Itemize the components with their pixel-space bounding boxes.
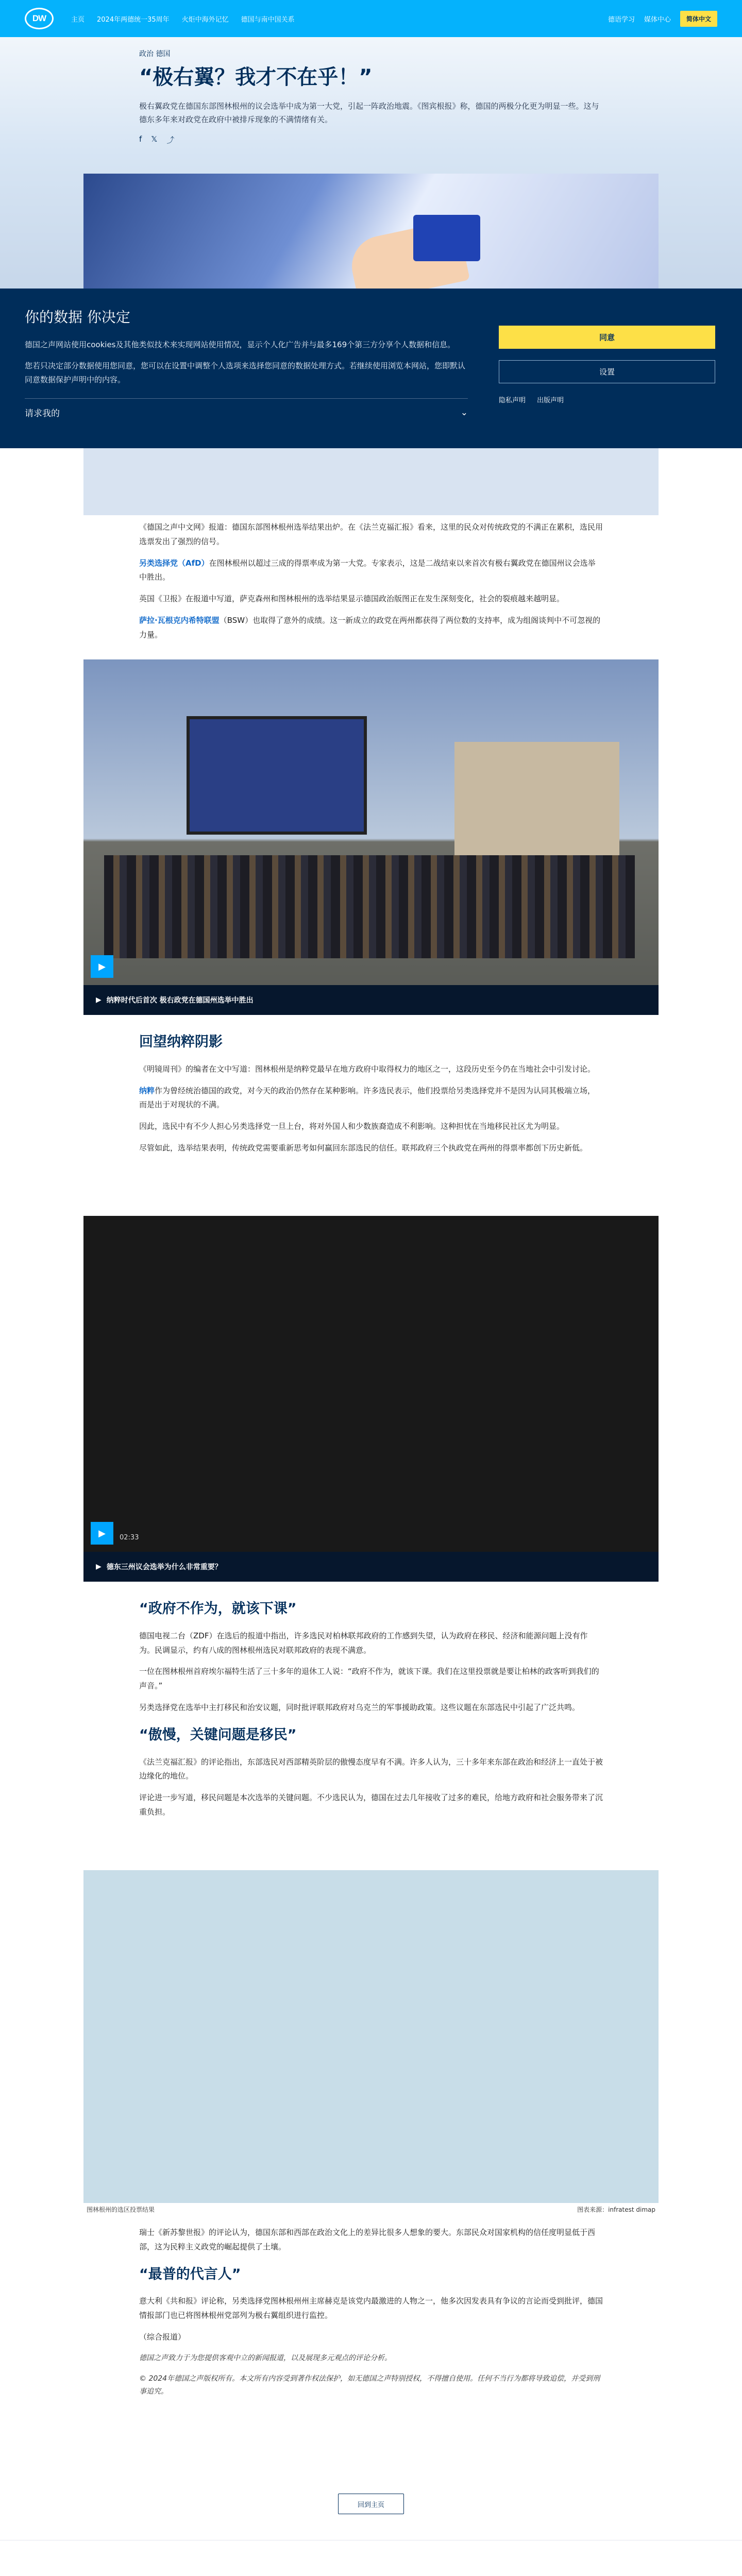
- paragraph-3: 英国《卫报》在报道中写道，萨克森州和图林根州的选举结果显示德国政治版图正在发生深刻变化，社会的裂痕越来越明显。: [139, 594, 565, 603]
- paragraph-17: 德国之声致力于为您提供客观中立的新闻报道，以及展现多元观点的评论分析。: [139, 2353, 392, 2362]
- behind-banner-area: [83, 448, 659, 515]
- top-nav: [71, 14, 295, 24]
- paragraph-15: 意大利《共和报》评论称，另类选择党图林根州州主席赫克是该党内最激进的人物之一，他多次因发表具有争议的言论而受到批评，德国情报部门也已将图林根州党部列为极右翼组织进行监控。: [139, 2296, 603, 2320]
- crowd-shape: [104, 855, 635, 958]
- cookie-text-1: 德国之声网站使用cookies及其他类似技术来实现网站使用情况，显示个人化广告并与最多169个第三方分享个人数据和信息。: [25, 340, 456, 349]
- map-credit: 图表来源：infratest dimap: [577, 2206, 655, 2213]
- share-icon[interactable]: ⤴: [166, 135, 175, 145]
- bsw-link[interactable]: 萨拉·瓦根克内希特联盟: [139, 615, 220, 625]
- top-nav-home[interactable]: 主页: [71, 15, 85, 24]
- cookie-banner: [0, 289, 742, 448]
- paragraph-9: 德国电视二台（ZDF）在选后的报道中指出，许多选民对柏林联邦政府的工作感到失望，认为政府在移民、经济和能源问题上没有作为。民调显示，约有八成的图林根州选民对联邦政府的表现不满意。: [139, 1631, 588, 1655]
- learn-german-link[interactable]: 德语学习: [608, 15, 635, 24]
- copyright-note: © 2024年德国之声版权所有。本文所有内容受到著作权法保护，如无德国之声特别授权，不得擅自使用。任何不当行为都将导致追偿，并受到刑事追究。: [139, 2374, 600, 2396]
- x-icon[interactable]: 𝕏: [151, 134, 158, 144]
- top-nav-item-1[interactable]: 2024年两德统一35周年: [97, 15, 170, 24]
- ballot-box-shape: [413, 215, 480, 261]
- facebook-icon[interactable]: f: [139, 134, 142, 144]
- accept-button[interactable]: 同意: [499, 326, 715, 349]
- top-bar: [0, 0, 742, 37]
- paragraph-7: 因此，选民中有不少人担心另类选择党一旦上台，将对外国人和少数族裔造成不利影响。这种担忧在当地移民社区尤为明显。: [139, 1122, 565, 1131]
- article-body-lower: [139, 1596, 603, 1820]
- imprint-link[interactable]: 出版声明: [537, 397, 564, 404]
- paragraph-1: 《德国之声中文网》报道：德国东部图林根州选举结果出炉。在《法兰克福汇报》看来，这里的民众对传统政党的不满正在累积，选民用选票发出了强烈的信号。: [139, 522, 603, 546]
- paragraph-4-text: （BSW）也取得了意外的成绩。这一新成立的政党在两州都获得了两位数的支持率，成为组阁谈判中不可忽视的力量。: [139, 615, 601, 639]
- afd-link[interactable]: 另类选择党（AfD）: [139, 558, 209, 568]
- paragraph-2-text: 在图林根州以超过三成的得票率成为第一大党。专家表示，这是二战结束以来首次有极右翼政党在德国州议会选举中胜出。: [139, 558, 596, 582]
- video-1-caption-bar: [83, 985, 659, 1015]
- language-button[interactable]: 简体中文: [680, 11, 717, 27]
- building-shape: [454, 742, 619, 871]
- cookie-settings-row[interactable]: [25, 398, 468, 419]
- video-1-frame[interactable]: [83, 659, 659, 985]
- top-right-links: [608, 11, 717, 27]
- paragraph-16: （综合报道）: [139, 2332, 186, 2342]
- paragraph-2: [139, 556, 603, 585]
- map-caption-row: [83, 2203, 659, 2214]
- media-center-link[interactable]: 媒体中心: [644, 15, 671, 24]
- paragraph-6-text: 作为曾经统治德国的政党，对今天的政治仍然存在某种影响。许多选民表示，他们投票给另类选择党并不是因为认同其极端立场，而是出于对现状的不满。: [139, 1086, 596, 1110]
- dw-logo[interactable]: DW: [25, 8, 54, 29]
- paragraph-14: 瑞士《新苏黎世报》的评论认为，德国东部和西部在政治文化上的差异比很多人想象的要大。东部民众对国家机构的信任度明显低于西部，这为民粹主义政党的崛起提供了土壤。: [139, 2228, 596, 2251]
- video-2-duration: 02:33: [120, 1534, 139, 1541]
- share-icons: [139, 134, 603, 145]
- video-1-caption[interactable]: 纳粹时代后首次 极右政党在德国州选举中胜出: [106, 996, 254, 1005]
- article-body-mid: [139, 1029, 603, 1156]
- video-icon: ▶: [96, 996, 102, 1004]
- paragraph-11: 另类选择党在选举中主打移民和治安议题，同时批评联邦政府对乌克兰的军事援助政策。这些议题在东部选民中引起了广泛共鸣。: [139, 1702, 580, 1712]
- back-home-button[interactable]: 回到主页: [338, 2494, 404, 2514]
- paragraph-6: [139, 1084, 603, 1113]
- cookie-title: 你的数据 你决定: [25, 309, 130, 326]
- article-lead: 极右翼政党在德国东部图林根州的议会选举中成为第一大党，引起一阵政治地震。《图宾根报》称，德国的两极分化更为明显一些。这与德东多年来对政党在政府中被排斥现象的不满情绪有关。: [139, 101, 599, 125]
- subheading-4: “最普的代言人”: [139, 2266, 241, 2282]
- video-2-frame[interactable]: [83, 1216, 659, 1552]
- article-body-end: [139, 2226, 603, 2399]
- article-hero: [0, 37, 742, 289]
- article-kicker[interactable]: 政治 德国: [139, 50, 171, 58]
- subheading-2: “政府不作为，就该下课”: [139, 1601, 297, 1617]
- video-2-caption[interactable]: 德东三州议会选举为什么非常重要？: [106, 1563, 222, 1571]
- cookie-settings-label: 请求我的: [25, 409, 60, 419]
- election-map: [83, 1870, 659, 2203]
- video-2-caption-bar: [83, 1552, 659, 1582]
- nazi-link[interactable]: 纳粹: [139, 1086, 155, 1095]
- article-title: “极右翼？我才不在乎！”: [139, 65, 373, 89]
- chevron-down-icon: ⌄: [460, 407, 468, 418]
- video-1: [83, 659, 659, 1015]
- privacy-link[interactable]: 隐私声明: [499, 397, 526, 404]
- top-nav-item-2[interactable]: 火炬中海外记忆: [181, 15, 229, 24]
- subheading-3: “傲慢，关键问题是移民”: [139, 1726, 297, 1743]
- cookie-text-2: 您若只决定部分数据使用您同意，您可以在设置中调整个人选项来选择您同意的数据处理方式。若继续使用浏览本网站，您即默认同意数据保护声明中的内容。: [25, 361, 466, 384]
- paragraph-5: 《明镜周刊》的编者在文中写道：图林根州是纳粹党最早在地方政府中取得权力的地区之一，这段历史至今仍在当地社会中引发讨论。: [139, 1064, 596, 1074]
- hero-image: [83, 174, 659, 289]
- subheading-1: 回望纳粹阴影: [139, 1034, 223, 1050]
- play-icon[interactable]: ▶: [91, 955, 113, 978]
- paragraph-10: 一位在图林根州首府埃尔福特生活了三十多年的退休工人说：“政府不作为，就该下课。我们在这里投票就是要让柏林的政客听到我们的声音。”: [139, 1667, 599, 1691]
- screen-shape: [187, 716, 367, 835]
- play-icon[interactable]: ▶: [91, 1522, 113, 1545]
- paragraph-13: 评论进一步写道，移民问题是本次选举的关键问题。不少选民认为，德国在过去几年接收了过多的难民，给地方政府和社会服务带来了沉重负担。: [139, 1793, 603, 1817]
- paragraph-12: 《法兰克福汇报》的评论指出，东部选民对西部精英阶层的傲慢态度早有不满。许多人认为，三十多年来东部在政治和经济上一直处于被边缘化的地位。: [139, 1757, 603, 1781]
- paragraph-8: 尽管如此，选举结果表明，传统政党需要重新思考如何赢回东部选民的信任。联邦政府三个执政党在两州的得票率都创下历史新低。: [139, 1143, 588, 1153]
- map-caption: 图林根州的选区投票结果: [87, 2206, 155, 2213]
- top-nav-item-3[interactable]: 德国与南中国关系: [241, 15, 295, 24]
- video-2: [83, 1216, 659, 1582]
- paragraph-4: [139, 614, 603, 642]
- article-body-top: [139, 520, 603, 642]
- video-icon: ▶: [96, 1563, 102, 1571]
- cookie-settings-button[interactable]: 设置: [499, 360, 715, 383]
